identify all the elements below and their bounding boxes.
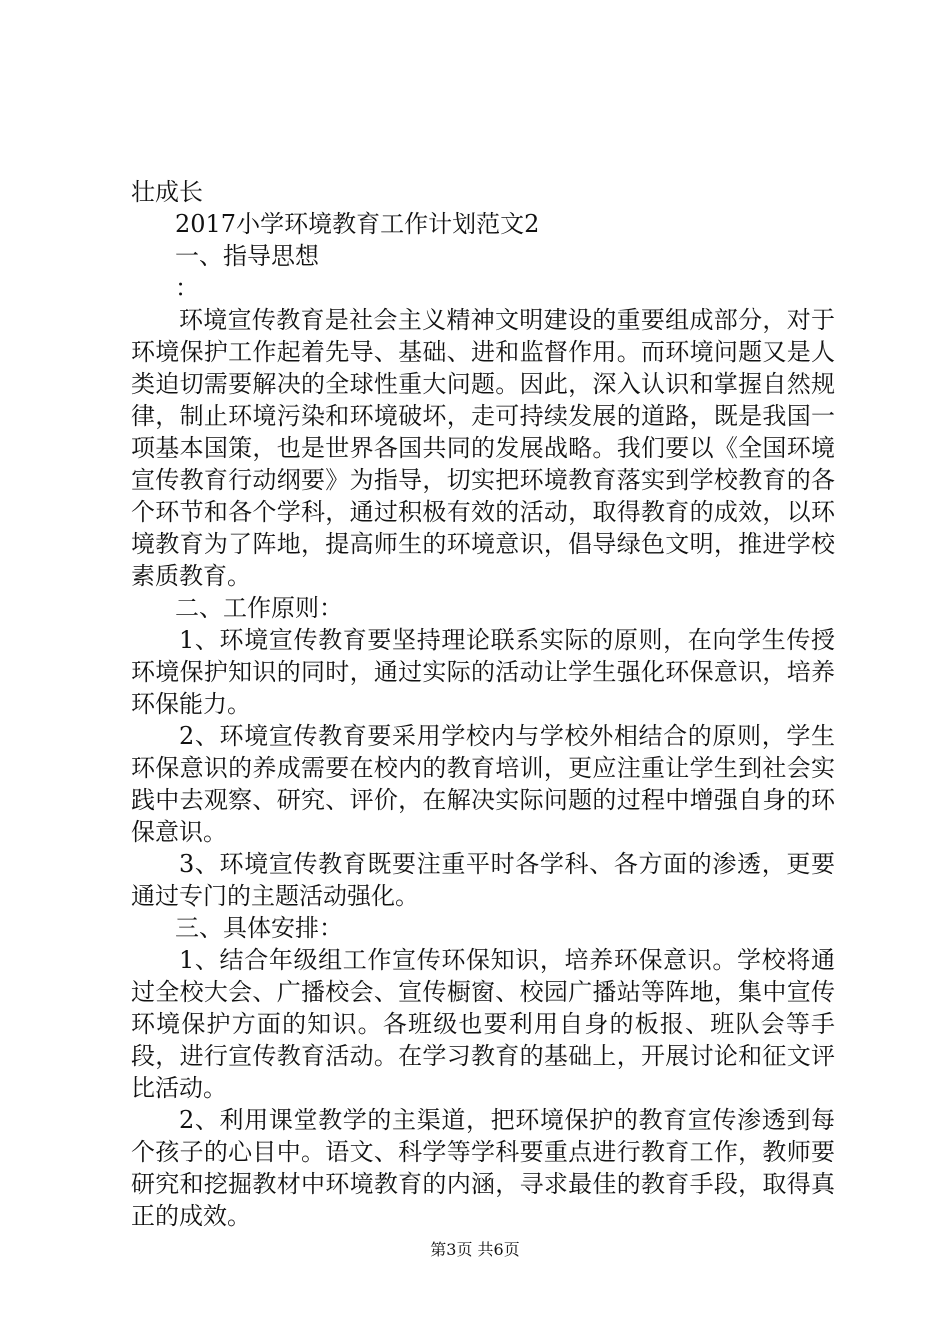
arrangement-item-1: 1、结合年级组工作宣传环保知识，培养环保意识。学校将通过全校大会、广播校会、宣传橱窗、校园广播站等阵地，集中宣传环境保护方面的知识。各班级也要利用自身的板报、班队会等手段，进行宣传教育活动。在学习教育的基础上，开展讨论和征文评比活动。 [131,946,835,1102]
principle-item-2: 2、环境宣传教育要采用学校内与学校外相结合的原则，学生环保意识的养成需要在校内的教育培训，更应注重让学生到社会实践中去观察、研究、评价，在解决实际问题的过程中增强自身的环保意识。 [131,722,835,846]
section-heading-work-principles: 二、工作原则： [175,594,343,622]
paragraph-guiding-thought: 环境宣传教育是社会主义精神文明建设的重要组成部分，对于环境保护工作起着先导、基础、进和监督作用。而环境问题又是人类迫切需要解决的全球性重大问题。因此，深入认识和掌握自然规律，制止环境污染和环境破坏，走可持续发展的道路，既是我国一项基本国策，也是世界各国共同的发展战略。我们要以《全国环境宣传教育行动纲要》为指导，切实把环境教育落实到学校教育的各个环节和各个学科，通过积极有效的活动，取得教育的成效，以环境教育为了阵地，提高师生的环境意识，倡导绿色文明，推进学校素质教育。 [131,306,835,590]
document-body [131,176,835,1232]
document-title: 2017小学环境教育工作计划范文2 [175,210,540,238]
principle-item-1: 1、环境宣传教育要坚持理论联系实际的原则，在向学生传授环境保护知识的同时，通过实际的活动让学生强化环保意识，培养环保能力。 [131,626,835,718]
stray-colon: ： [175,274,199,302]
page-footer: 第3页 共6页 [430,1240,520,1259]
principle-item-3: 3、环境宣传教育既要注重平时各学科、各方面的渗透，更要通过专门的主题活动强化。 [131,850,835,910]
section-heading-guiding-thought: 一、指导思想 [175,242,319,270]
text-fragment: 壮成长 [131,178,203,206]
arrangement-item-2: 2、利用课堂教学的主渠道，把环境保护的教育宣传渗透到每个孩子的心目中。语文、科学等学科要重点进行教育工作，教师要研究和挖掘教材中环境教育的内涵，寻求最佳的教育手段，取得真正的成效。 [131,1106,835,1230]
section-heading-arrangements: 三、具体安排： [175,914,343,942]
